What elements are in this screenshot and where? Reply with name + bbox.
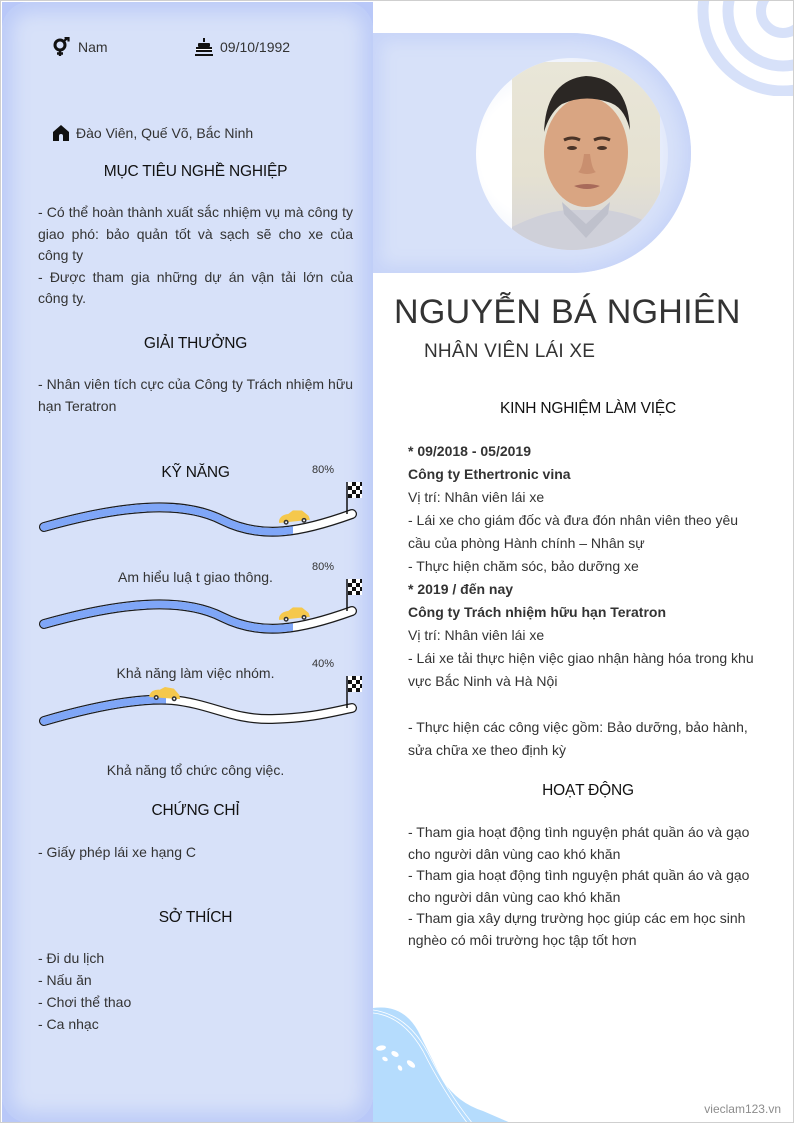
career-objective-line: - Có thể hoàn thành xuất sắc nhiệm vụ mà công ty giao phó: bảo quản tốt và sạch sẽ cho xe của công ty: [38, 204, 353, 263]
job-duty: sửa chữa xe theo định kỳ: [408, 742, 567, 758]
gender-icon: [52, 37, 72, 57]
skill-label: Khả năng tổ chức công việc.: [106, 762, 285, 778]
job-duty: - Thực hiện các công việc gồm: Bảo dưỡng, bảo hành,: [408, 719, 748, 735]
skill-percent: 40%: [312, 658, 335, 670]
skill-label: Am hiểu luậ t giao thông.: [118, 569, 273, 585]
job-company: Công ty Trách nhiệm hữu hạn Teratron: [408, 604, 667, 620]
activity-item: - Tham gia xây dựng trường học giúp các em học sinh nghèo có môi trường học tập tốt hơn: [408, 910, 746, 948]
address-row: [52, 124, 253, 142]
race-track: [2, 557, 362, 647]
watermark: vieclam123.vn: [704, 1102, 781, 1116]
hobby-item: - Ca nhạc: [38, 1016, 99, 1032]
certificates-title: CHỨNG CHỈ: [151, 802, 240, 819]
certificates-list: [38, 841, 353, 863]
activity-item: - Tham gia hoạt động tình nguyện phát quần áo và gạo cho người dân vùng cao khó khăn: [408, 867, 750, 905]
experience-title: KINH NGHIỆM LÀM VIỆC: [500, 400, 676, 417]
awards-title: GIẢI THƯỞNG: [143, 335, 248, 352]
gender-row: [52, 37, 108, 57]
job-duty: - Thực hiện chăm sóc, bảo dưỡng xe: [408, 558, 639, 574]
job-duty: - Lái xe cho giám đốc và đưa đón nhân viên theo yêu: [408, 512, 739, 528]
hobbies-title: SỞ THÍCH: [158, 909, 233, 926]
job-period: * 09/2018 - 05/2019: [408, 443, 531, 459]
skill-label: Khả năng làm việc nhóm.: [116, 665, 275, 681]
avatar: [476, 58, 668, 250]
race-track: [2, 460, 362, 550]
profile-photo: [512, 62, 660, 250]
birthdate-value: 09/10/1992: [220, 39, 291, 55]
job-position: Vị trí: Nhân viên lái xe: [408, 627, 545, 643]
experience-list: [408, 440, 770, 762]
birthday-cake-icon: [194, 37, 214, 57]
job-duty: vực Bắc Ninh và Hà Nội: [408, 673, 558, 689]
awards-text: [38, 374, 353, 417]
address-value: Đào Viên, Quế Võ, Bắc Ninh: [76, 125, 254, 141]
finish-flag-icon: [347, 482, 362, 514]
job-position: Vị trí: Nhân viên lái xe: [408, 489, 545, 505]
job-duty: cầu của phòng Hành chính – Nhân sự: [408, 535, 645, 551]
activities-list: [408, 822, 770, 951]
finish-flag-icon: [347, 579, 362, 611]
skill-percent: 80%: [312, 464, 335, 476]
skill-progress-3: [2, 654, 335, 744]
job-company: Công ty Ethertronic vina: [408, 466, 571, 482]
skill-progress-1: [2, 460, 335, 550]
job-period: * 2019 / đến nay: [408, 581, 514, 597]
job-title: NHÂN VIÊN LÁI XE: [424, 341, 596, 362]
hobbies-list: [38, 947, 353, 1035]
job-duty: - Lái xe tải thực hiện việc giao nhận hàng hóa trong khu: [408, 650, 754, 666]
finish-flag-icon: [347, 676, 362, 708]
decorative-wave: [373, 1001, 513, 1123]
home-icon: [52, 124, 70, 142]
skill-progress-2: [2, 557, 335, 647]
person-silhouette-icon: [512, 62, 660, 250]
hobby-item: - Chơi thể thao: [38, 994, 132, 1010]
job-duty-spacer: [408, 693, 770, 716]
candidate-name: NGUYỄN BÁ NGHIÊN: [394, 293, 741, 331]
hobby-item: - Đi du lịch: [38, 950, 105, 966]
skills-title: KỸ NĂNG: [161, 464, 230, 481]
birthdate-row: [194, 37, 290, 57]
activities-title: HOẠT ĐỘNG: [542, 782, 634, 799]
gender-value: Nam: [78, 39, 108, 55]
decorative-circles: [691, 1, 794, 96]
sidebar: [2, 2, 373, 1123]
award-line: - Nhân viên tích cực của Công ty Trách nhiệm hữu hạn Teratron: [38, 376, 353, 414]
career-objective-line: - Được tham gia những dự án vận tải lớn của công ty.: [38, 268, 353, 306]
hobby-item: - Nấu ăn: [38, 972, 92, 988]
career-objective-text: [38, 202, 353, 310]
certificate-item: - Giấy phép lái xe hạng C: [38, 844, 196, 860]
skill-percent: 80%: [312, 561, 335, 573]
activity-item: - Tham gia hoạt động tình nguyện phát quần áo và gạo cho người dân vùng cao khó khăn: [408, 824, 750, 862]
race-track: [2, 654, 362, 744]
career-objective-title: MỤC TIÊU NGHỀ NGHIỆP: [103, 163, 288, 180]
